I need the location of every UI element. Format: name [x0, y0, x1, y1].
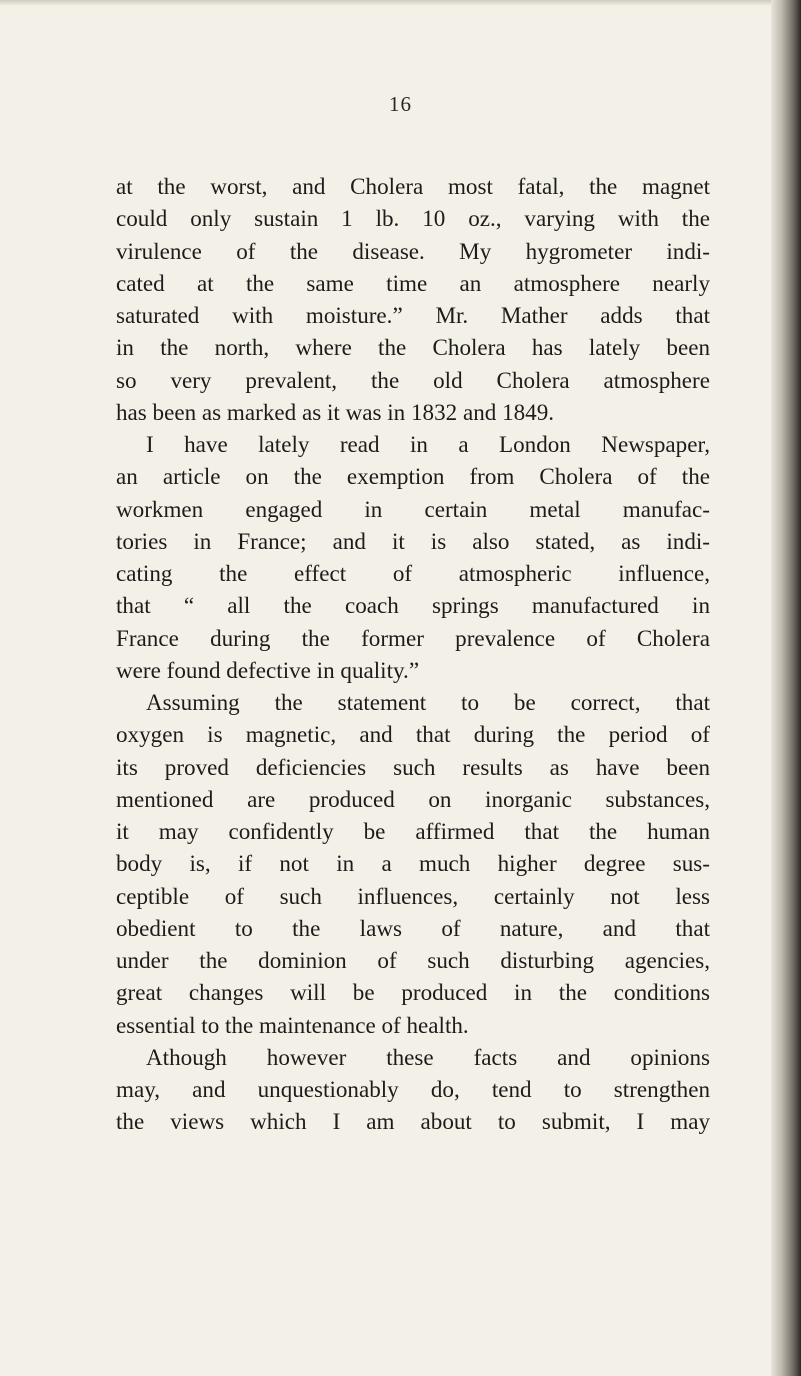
text-line: workmen engaged in certain metal manufac-: [116, 495, 710, 522]
text-line: great changes will be produced in the conditions: [116, 979, 710, 1006]
text-line: obedient to the laws of nature, and that: [116, 914, 710, 941]
text-line: it may confidently be affirmed that the human: [116, 818, 710, 844]
text-line: were found defective in quality.”: [116, 656, 420, 683]
text-line: saturated with moisture.” Mr. Mather adds that: [116, 302, 710, 328]
top-edge-shadow: [0, 0, 801, 6]
text-line: may, and unquestionably do, tend to strengthen: [116, 1076, 710, 1102]
text-line: Athough however these facts and opinions: [146, 1043, 710, 1070]
text-line: I have lately read in a London Newspaper,: [146, 431, 710, 457]
text-line: has been as marked as it was in 1832 and 1849.: [116, 398, 555, 425]
text-line: could only sustain 1 lb. 10 oz., varying with the: [116, 205, 710, 232]
text-line: the views which I am about to submit, I may: [116, 1108, 710, 1135]
text-line: virulence of the disease. My hygrometer indi-: [116, 237, 710, 264]
text-line: ceptible of such influences, certainly not less: [116, 882, 710, 909]
book-spine-shadow: [771, 0, 801, 1376]
text-line: cating the effect of atmospheric influence,: [116, 560, 710, 586]
text-line: at the worst, and Cholera most fatal, the magnet: [116, 173, 710, 199]
text-line: so very prevalent, the old Cholera atmosphere: [116, 366, 710, 393]
text-line: oxygen is magnetic, and that during the period of: [116, 721, 710, 748]
text-line: cated at the same time an atmosphere nearly: [116, 269, 710, 296]
page-number: 16: [389, 92, 412, 116]
text-line: France during the former prevalence of Cholera: [116, 624, 710, 651]
body-text: [116, 170, 710, 1138]
text-line: that “ all the coach springs manufactured in: [116, 592, 710, 619]
text-line: an article on the exemption from Cholera of the: [116, 463, 710, 490]
text-line: essential to the maintenance of health.: [116, 1011, 469, 1038]
text-line: in the north, where the Cholera has lately been: [116, 334, 710, 361]
text-line: tories in France; and it is also stated, as indi-: [116, 527, 710, 554]
text-line: body is, if not in a much higher degree sus-: [116, 850, 710, 877]
text-line: Assuming the statement to be correct, that: [146, 689, 710, 715]
text-line: mentioned are produced on inorganic substances,: [116, 785, 710, 812]
text-line: its proved deficiencies such results as have been: [116, 753, 710, 780]
text-line: under the dominion of such disturbing agencies,: [116, 947, 710, 973]
